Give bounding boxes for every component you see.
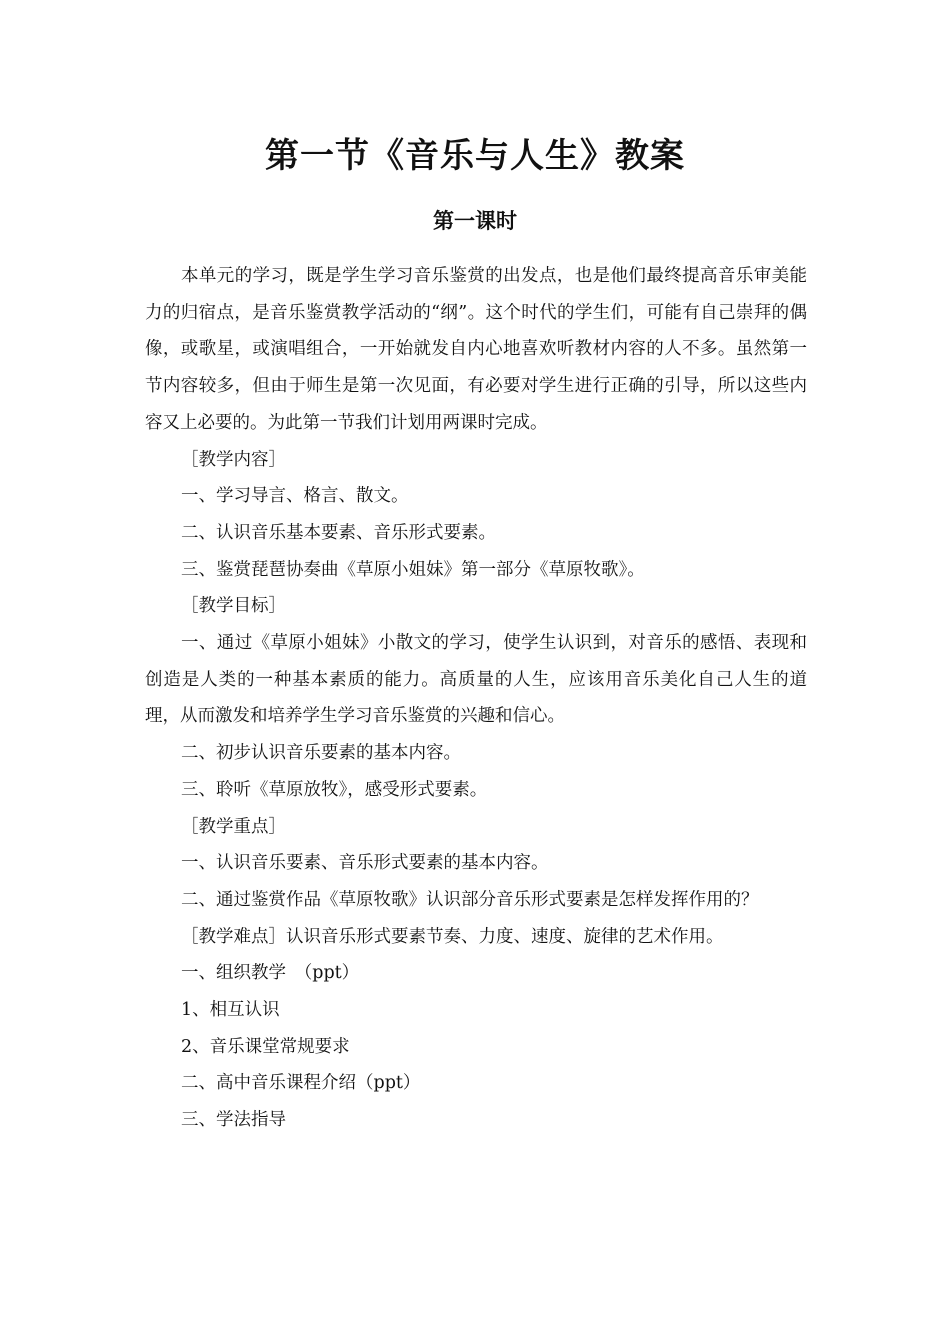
lesson-subtitle: 第一课时 [433, 209, 517, 233]
document-title: 第一节《音乐与人生》教案 [265, 136, 685, 176]
content-item: 三、鉴赏琵琶协奏曲《草原小姐妹》第一部分《草原牧歌》。 [181, 559, 645, 580]
goal-item: 一、通过《草原小姐妹》小散文的学习，使学生认识到，对音乐的感悟、表现和创造是人类的一种基本素质的能力。高质量的人生，应该用音乐美化自己人生的道理，从而激发和培养学生学习音乐鉴赏的兴趣和信心。 [145, 633, 807, 727]
difficulty-paragraph: ［教学难点］认识音乐形式要素节奏、力度、速度、旋律的艺术作用。 [181, 926, 724, 947]
content-item: 二、认识音乐基本要素、音乐形式要素。 [181, 522, 496, 543]
section-heading-goals: ［教学目标］ [181, 596, 286, 617]
key-point-item: 二、通过鉴赏作品《草原牧歌》认识部分音乐形式要素是怎样发挥作用的？ [181, 889, 759, 910]
content-item: 一、学习导言、格言、散文。 [181, 486, 409, 507]
procedure-item: 三、学法指导 [181, 1110, 286, 1131]
procedure-item: 二、高中音乐课程介绍（ppt） [181, 1073, 421, 1094]
intro-paragraph: 本单元的学习，既是学生学习音乐鉴赏的出发点，也是他们最终提高音乐审美能力的归宿点，是音乐鉴赏教学活动的“纲”。这个时代的学生们，可能有自己崇拜的偶像，或歌星，或演唱组合，一开始就发自内心地喜欢听教材内容的人不多。虽然第一节内容较多，但由于师生是第一次见面，有必要对学生进行正确的引导，所以这些内容又上必要的。为此第一节我们计划用两课时完成。 [145, 266, 807, 433]
procedure-subitem: 1、相互认识 [181, 1000, 280, 1021]
key-point-item: 一、认识音乐要素、音乐形式要素的基本内容。 [181, 853, 549, 874]
goal-item: 三、聆听《草原放牧》，感受形式要素。 [181, 779, 488, 800]
section-heading-key-points: ［教学重点］ [181, 816, 286, 837]
document-body [145, 258, 807, 1139]
procedure-item: 一、组织教学 （ppt） [181, 963, 360, 984]
section-heading-content: ［教学内容］ [181, 449, 286, 470]
procedure-subitem: 2、音乐课堂常规要求 [181, 1036, 350, 1057]
goal-item: 二、初步认识音乐要素的基本内容。 [181, 743, 461, 764]
